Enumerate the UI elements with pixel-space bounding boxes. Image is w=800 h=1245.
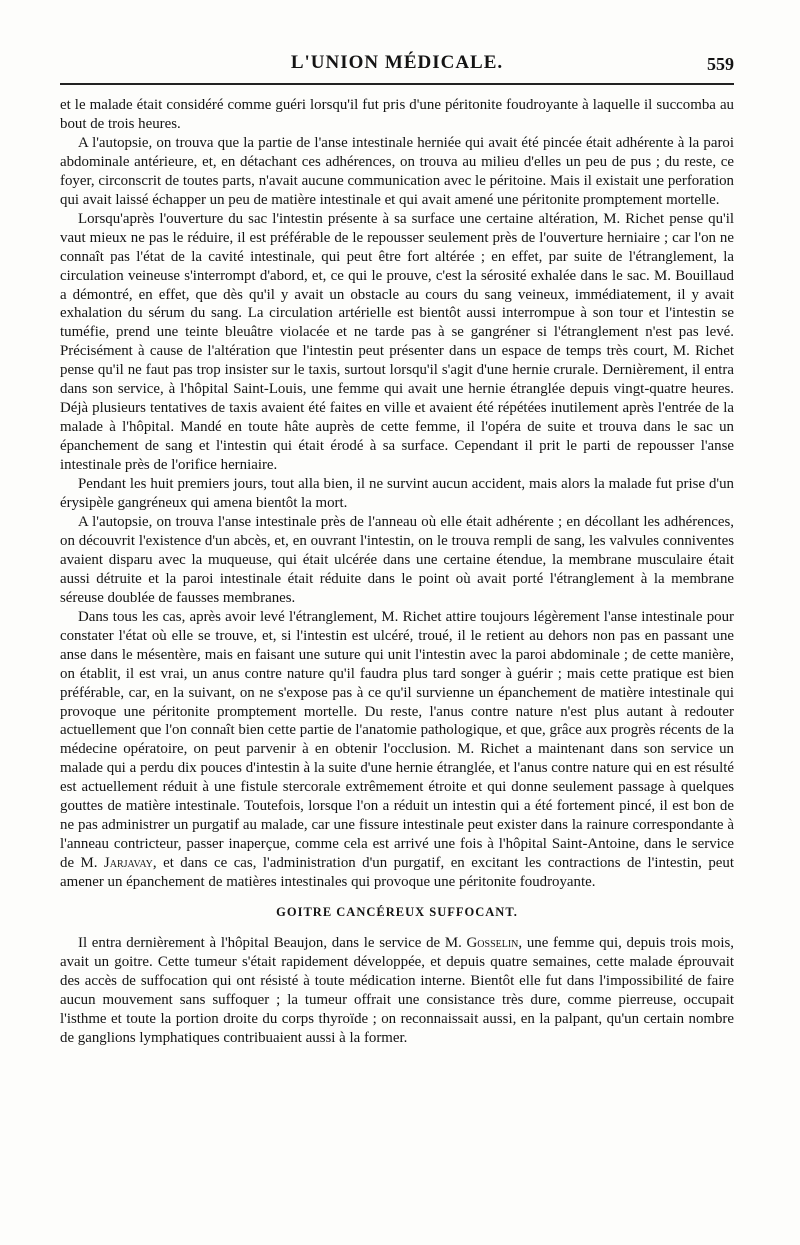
section-text-start: Il entra dernièrement à l'hôpital Beaujon, dans le service de	[78, 934, 445, 951]
running-title: L'UNION MÉDICALE.	[290, 52, 504, 73]
section-text-end: , une femme qui, depuis trois mois, avait un goitre. Cette tumeur s'était rapidement développée, et depuis quatre semaines, cette malade éprouvait des accès de suffocation qui ont résisté à toute médication interne. Bientôt elle fut dans l'impossibilité de faire aucun mouvement sans suffoquer ; la tumeur offrait une consistance très dure, comme pierreuse, occupait l'isthme et toute la portion droite du corps thyroïde ; on reconnaissait aussi, en la palpant, qu'un certain nombre de ganglions lymphatiques contribuaient aussi à la former.	[60, 934, 734, 1046]
paragraph-4: Pendant les huit premiers jours, tout alla bien, il ne survint aucun accident, mais alors la malade fut prise d'un érysipèle gangréneux qui amena bientôt la mort.	[60, 476, 734, 512]
page-number: 559	[707, 54, 734, 74]
paragraph-3: Lorsqu'après l'ouverture du sac l'intestin présente à sa surface une certaine altération, M. Richet pense qu'il vaut mieux ne pas le réduire, il est préférable de le repousser seulement près de l'ouverture herniaire ; car l'on ne connaît pas l'état de la cavité intestinale, qui peut être fort altérée ; en effet, par suite de l'étranglement, la circulation veineuse s'interrompt d'abord, et, ce qui le prouve, c'est la sérosité exhalée dans le sac. M. Bouillaud a démontré, en effet, que dès qu'il y avait un obstacle au cours du sang veineux, immédiatement, il y avait exhalation du sérum du sang. La circulation artérielle est bientôt aussi interrompue à son tour et l'intestin se tuméfie, prend une teinte bleuâtre violacée et ne tarde pas à se gangréner si l'étranglement n'est pas levé. Précisément à cause de l'altération que l'intestin peut présenter dans un espace de temps très court, M. Richet pense qu'il ne faut pas trop insister sur le taxis, surtout lorsqu'il s'agit d'une hernie crurale. Dernièrement, il entra dans son service, à l'hôpital Saint-Louis, une femme qui avait une hernie étranglée depuis vingt-quatre heures. Déjà plusieurs tentatives de taxis avaient été faites en ville et avaient été répétées inutilement après l'entrée de la malade à l'hôpital. Mandé en toute hâte auprès de cette femme, il l'opéra de suite et trouva dans le sac un épanchement de sang et l'intestin qui était érodé à sa surface. Cependant il prit le parti de repousser l'anse intestinale près de l'orifice herniaire.	[60, 210, 734, 474]
paragraph-2: A l'autopsie, on trouva que la partie de l'anse intestinale herniée qui avait été pincée était adhérente à la paroi abdominale antérieure, et, en détachant ces adhérences, on trouva au milieu d'elles un peu de pus ; du reste, ce foyer, circonscrit de toutes parts, n'avait aucune communication avec le péritoine. Mais il existait une perforation qui avait laissé échapper un peu de matière intestinale et qui avait amené une péritonite promptement mortelle.	[60, 134, 734, 208]
paragraph-6-tail: , et dans ce cas, l'administration d'un purgatif, en excitant les contractions de l'intestin, peut amener un épanchement de matières intestinales qui provoque une péritonite foudroyante.	[60, 855, 734, 891]
page-header	[60, 48, 734, 80]
section-surgeon-name: M. Gosselin	[444, 934, 519, 951]
paragraph-1: et le malade était considéré comme guéri lorsqu'il fut pris d'une péritonite foudroyante à laquelle il succomba au bout de trois heures.	[60, 97, 734, 132]
article-body	[60, 96, 734, 1048]
header-rule	[60, 83, 734, 85]
surgeon-name: M. Jarjavay	[80, 855, 153, 872]
section-heading: GOITRE CANCÉREUX SUFFOCANT.	[276, 905, 518, 920]
paragraph-5: A l'autopsie, on trouva l'anse intestinale près de l'anneau où elle était adhérente ; en décollant les adhérences, on découvrit l'existence d'un abcès, et, en ouvrant l'intestin, on le trouva rempli de sang, les valvules conniventes avaient disparu avec la muqueuse, qui était ulcérée dans une certaine étendue, la membrane musculaire était aussi détruite et la paroi intestinale était réduite dans le point où avait porté l'étranglement à la membrane séreuse doublée de fausses membranes.	[60, 513, 734, 606]
paragraph-6-text: Dans tous les cas, après avoir levé l'étranglement, M. Richet attire toujours légèrement l'anse intestinale pour constater l'état où elle se trouve, et, si l'intestin est ulcéré, troué, il le retient au dehors non pas en passant une anse dans le mésentère, mais en faisant une suture qui unit l'intestin avec la paroi abdominale ; de cette manière, on établit, il est vrai, un anus contre nature qu'il faudra plus tard songer à guérir ; mais cette pratique est bien préférable, car, en la suivant, on ne s'expose pas à ce qu'il survienne un épanchement de matière intestinale qui provoque une péritonite promptement mortelle. Du reste, l'anus contre nature n'est plus autant à redouter actuellement que l'on connaît bien cette partie de l'anatomie pathologique, et que, grâce aux progrès récents de la médecine opératoire, on peut parvenir à en obtenir l'occlusion. M. Richet a maintenant dans son service un malade qui a perdu dix pouces d'intestin à la suite d'une hernie étranglée, et l'anus contre nature qui en est résulté est actuellement réduit à une fistule stercorale extrêmement étroite et qui donne seulement passage à quelques gouttes de matière intestinale. Toutefois, lorsque l'on a réduit un intestin qui a été fortement pincé, il est bon de ne pas administrer un purgatif au malade, car une fissure intestinale peut exister dans la rainure correspondante à l'anneau contricteur, passer inaperçue, comme cela est arrivé une fois à l'hôpital Saint-Antoine, dans le service de	[60, 608, 734, 872]
section-paragraph	[60, 934, 734, 1048]
paragraph-6	[60, 608, 734, 892]
